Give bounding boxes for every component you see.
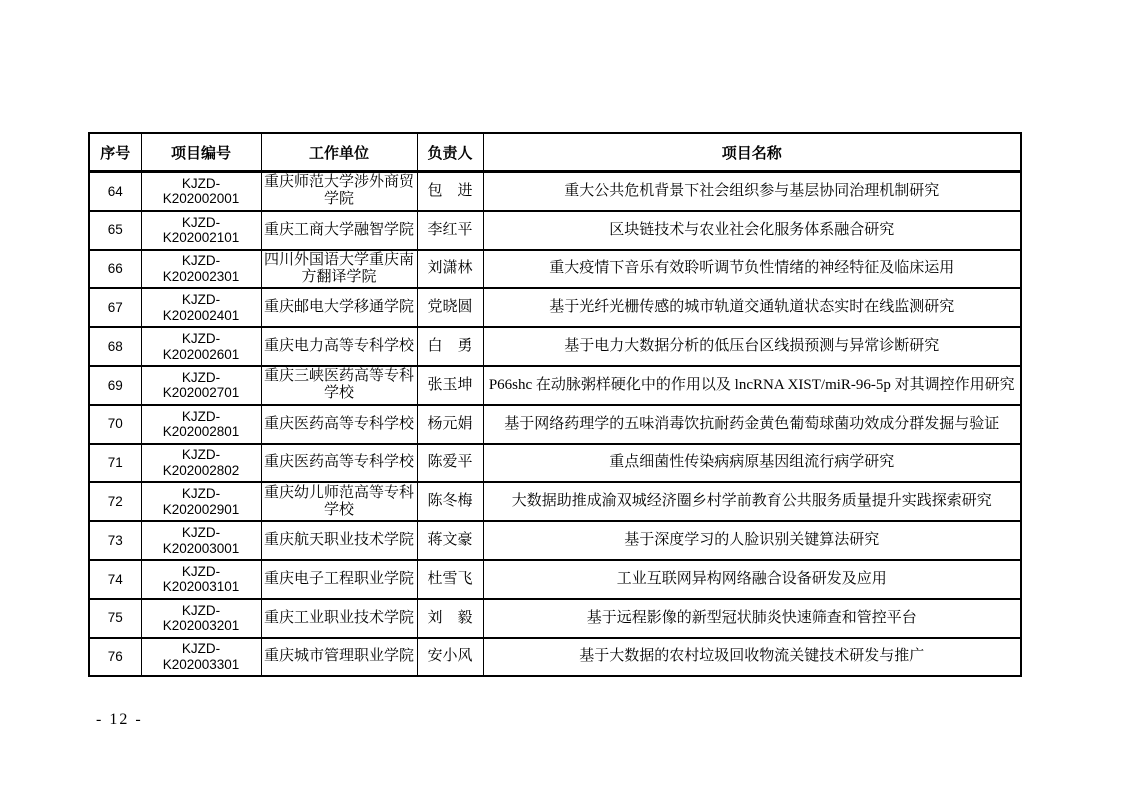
- cell-work-unit: 重庆航天职业技术学院: [261, 521, 417, 560]
- cell-project-id: KJZD-K202003101: [141, 560, 261, 599]
- table-row: [89, 250, 1021, 289]
- cell-leader: 杨元娟: [417, 405, 483, 444]
- cell-project-id: KJZD-K202003201: [141, 599, 261, 638]
- cell-work-unit: 重庆邮电大学移通学院: [261, 288, 417, 327]
- cell-leader: 陈冬梅: [417, 482, 483, 521]
- cell-project-title: 基于网络药理学的五味消毒饮抗耐药金黄色葡萄球菌功效成分群发掘与验证: [483, 405, 1021, 444]
- column-header-seq: 序号: [89, 133, 141, 172]
- cell-seq: 73: [89, 521, 141, 560]
- cell-project-title: 基于光纤光栅传感的城市轨道交通轨道状态实时在线监测研究: [483, 288, 1021, 327]
- cell-seq: 70: [89, 405, 141, 444]
- table-row: [89, 444, 1021, 483]
- cell-leader: 党晓圆: [417, 288, 483, 327]
- table-row: [89, 638, 1021, 677]
- column-header-project-id: 项目编号: [141, 133, 261, 172]
- cell-project-title: 基于电力大数据分析的低压台区线损预测与异常诊断研究: [483, 327, 1021, 366]
- projects-table: [88, 132, 1022, 677]
- cell-project-title: 重点细菌性传染病病原基因组流行病学研究: [483, 444, 1021, 483]
- table-row: [89, 521, 1021, 560]
- column-header-work-unit: 工作单位: [261, 133, 417, 172]
- column-header-project-title: 项目名称: [483, 133, 1021, 172]
- cell-seq: 66: [89, 250, 141, 289]
- cell-seq: 72: [89, 482, 141, 521]
- cell-project-title: 重大疫情下音乐有效聆听调节负性情绪的神经特征及临床运用: [483, 250, 1021, 289]
- cell-seq: 71: [89, 444, 141, 483]
- cell-project-id: KJZD-K202002802: [141, 444, 261, 483]
- cell-project-title: 大数据助推成渝双城经济圈乡村学前教育公共服务质量提升实践探索研究: [483, 482, 1021, 521]
- cell-project-id: KJZD-K202003301: [141, 638, 261, 677]
- cell-leader: 刘 毅: [417, 599, 483, 638]
- table-row: [89, 172, 1021, 211]
- cell-work-unit: 四川外国语大学重庆南方翻译学院: [261, 250, 417, 289]
- cell-seq: 69: [89, 366, 141, 405]
- cell-work-unit: 重庆工业职业技术学院: [261, 599, 417, 638]
- cell-project-id: KJZD-K202002301: [141, 250, 261, 289]
- cell-leader: 杜雪飞: [417, 560, 483, 599]
- cell-seq: 74: [89, 560, 141, 599]
- cell-leader: 刘潇林: [417, 250, 483, 289]
- column-header-leader: 负责人: [417, 133, 483, 172]
- table-row: [89, 599, 1021, 638]
- cell-leader: 陈爱平: [417, 444, 483, 483]
- cell-project-id: KJZD-K202002401: [141, 288, 261, 327]
- cell-project-title: 基于大数据的农村垃圾回收物流关键技术研发与推广: [483, 638, 1021, 677]
- cell-work-unit: 重庆幼儿师范高等专科学校: [261, 482, 417, 521]
- table-row: [89, 327, 1021, 366]
- cell-work-unit: 重庆电力高等专科学校: [261, 327, 417, 366]
- cell-project-id: KJZD-K202003001: [141, 521, 261, 560]
- cell-work-unit: 重庆医药高等专科学校: [261, 405, 417, 444]
- cell-seq: 65: [89, 211, 141, 250]
- cell-project-title: P66shc 在动脉粥样硬化中的作用以及 lncRNA XIST/miR-96-5p 对其调控作用研究: [483, 366, 1021, 405]
- cell-project-id: KJZD-K202002601: [141, 327, 261, 366]
- cell-project-id: KJZD-K202002101: [141, 211, 261, 250]
- cell-leader: 李红平: [417, 211, 483, 250]
- cell-work-unit: 重庆城市管理职业学院: [261, 638, 417, 677]
- cell-project-id: KJZD-K202002001: [141, 172, 261, 211]
- cell-seq: 68: [89, 327, 141, 366]
- cell-project-id: KJZD-K202002801: [141, 405, 261, 444]
- cell-leader: 蒋文豪: [417, 521, 483, 560]
- cell-leader: 白 勇: [417, 327, 483, 366]
- cell-seq: 67: [89, 288, 141, 327]
- cell-project-id: KJZD-K202002901: [141, 482, 261, 521]
- cell-project-title: 工业互联网异构网络融合设备研发及应用: [483, 560, 1021, 599]
- table-row: [89, 405, 1021, 444]
- cell-project-title: 重大公共危机背景下社会组织参与基层协同治理机制研究: [483, 172, 1021, 211]
- cell-seq: 76: [89, 638, 141, 677]
- page-number: - 12 -: [96, 711, 143, 728]
- cell-work-unit: 重庆三峡医药高等专科学校: [261, 366, 417, 405]
- cell-work-unit: 重庆医药高等专科学校: [261, 444, 417, 483]
- table-row: [89, 288, 1021, 327]
- cell-leader: 安小风: [417, 638, 483, 677]
- cell-leader: 包 进: [417, 172, 483, 211]
- cell-work-unit: 重庆工商大学融智学院: [261, 211, 417, 250]
- cell-work-unit: 重庆师范大学涉外商贸学院: [261, 172, 417, 211]
- table-header-row: [89, 133, 1021, 172]
- cell-seq: 64: [89, 172, 141, 211]
- table-row: [89, 211, 1021, 250]
- cell-project-title: 基于深度学习的人脸识别关键算法研究: [483, 521, 1021, 560]
- table-row: [89, 482, 1021, 521]
- cell-work-unit: 重庆电子工程职业学院: [261, 560, 417, 599]
- table-row: [89, 366, 1021, 405]
- cell-project-title: 基于远程影像的新型冠状肺炎快速筛查和管控平台: [483, 599, 1021, 638]
- cell-project-id: KJZD-K202002701: [141, 366, 261, 405]
- cell-project-title: 区块链技术与农业社会化服务体系融合研究: [483, 211, 1021, 250]
- cell-leader: 张玉坤: [417, 366, 483, 405]
- table-row: [89, 560, 1021, 599]
- cell-seq: 75: [89, 599, 141, 638]
